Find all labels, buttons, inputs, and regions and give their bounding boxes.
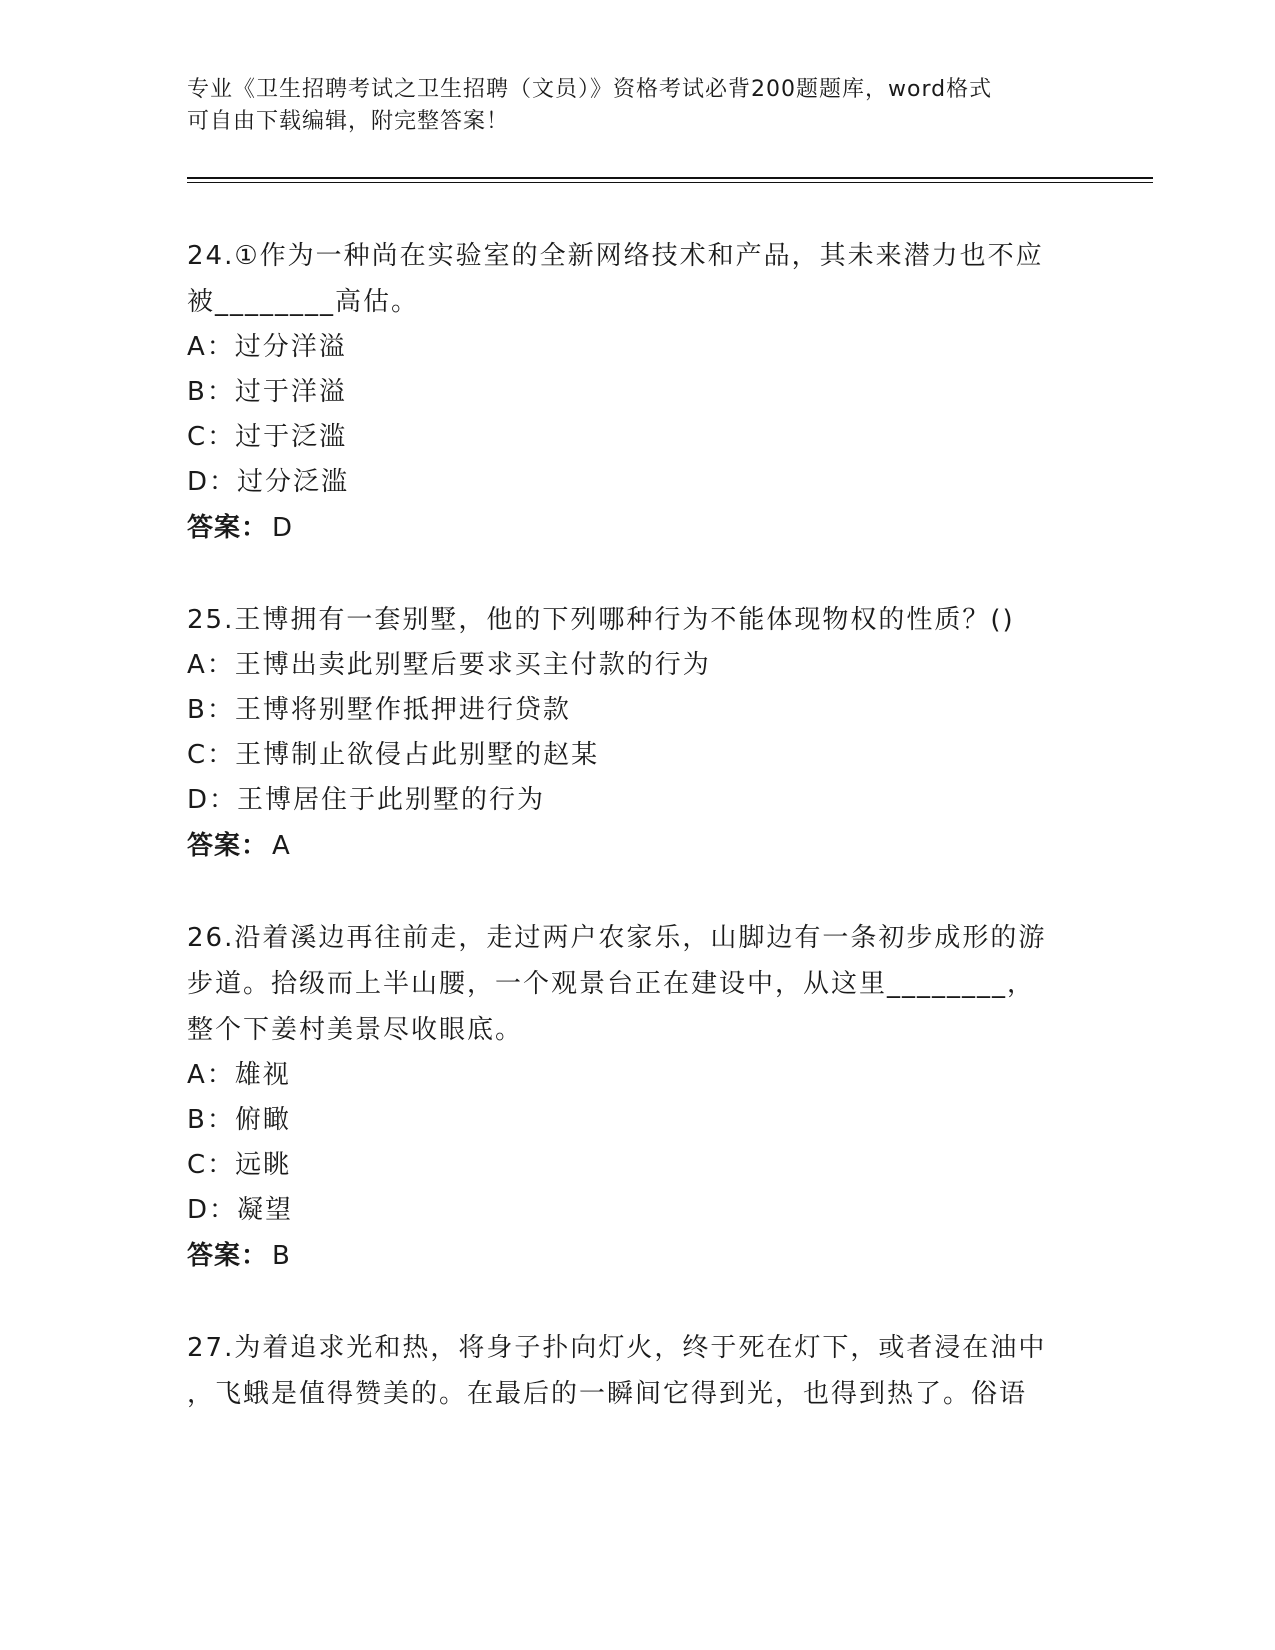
question-stem-line: 整个下姜村美景尽收眼底。: [187, 1015, 524, 1045]
question-stem-line: 25.王博拥有一套别墅，他的下列哪种行为不能体现物权的性质？(): [187, 605, 1015, 635]
header-line-2: 可自由下载编辑，附完整答案！: [187, 109, 510, 134]
question-27: [187, 1325, 1077, 1417]
option-b: B：俯瞰: [187, 1105, 291, 1135]
answer-label: 答案：: [187, 831, 269, 861]
option-d: D：凝望: [187, 1195, 294, 1225]
question-list: [187, 233, 1077, 1463]
question-24: [187, 233, 1077, 551]
option-a: A：过分洋溢: [187, 332, 347, 362]
answer-label: 答案：: [187, 1241, 269, 1271]
option-c: C：王博制止欲侵占此别墅的赵某: [187, 740, 600, 770]
question-stem-line: 步道。拾级而上半山腰，一个观景台正在建设中，从这里________，: [187, 969, 1036, 999]
option-c: C：过于泛滥: [187, 422, 348, 452]
answer-value: B: [272, 1241, 291, 1271]
answer-line: [187, 823, 1077, 869]
option-d: D：王博居住于此别墅的行为: [187, 785, 546, 815]
option-a: A：王博出卖此别墅后要求买主付款的行为: [187, 650, 711, 680]
question-stem-line: 被________高估。: [187, 287, 420, 317]
question-26: [187, 915, 1077, 1279]
question-stem-line: 27.为着追求光和热，将身子扑向灯火，终于死在灯下，或者浸在油中: [187, 1333, 1047, 1363]
question-25: [187, 597, 1077, 869]
answer-value: D: [272, 513, 294, 543]
answer-line: [187, 505, 1077, 551]
header-divider-thin: [187, 182, 1153, 183]
option-b: B：过于洋溢: [187, 377, 347, 407]
question-stem-line: 26.沿着溪边再往前走，走过两户农家乐，山脚边有一条初步成形的游: [187, 923, 1047, 953]
option-a: A：雄视: [187, 1060, 291, 1090]
option-b: B：王博将别墅作抵押进行贷款: [187, 695, 571, 725]
option-d: D：过分泛滥: [187, 467, 350, 497]
answer-label: 答案：: [187, 513, 269, 543]
answer-line: [187, 1233, 1077, 1279]
answer-value: A: [272, 831, 291, 861]
header-line-1: 专业《卫生招聘考试之卫生招聘（文员）》资格考试必背200题题库，word格式: [187, 77, 993, 102]
document-header: [187, 74, 1067, 138]
question-stem-line: 24.①作为一种尚在实验室的全新网络技术和产品，其未来潜力也不应: [187, 241, 1044, 271]
question-stem-line: ，飞蛾是值得赞美的。在最后的一瞬间它得到光，也得到热了。俗语: [187, 1379, 1028, 1409]
option-c: C：远眺: [187, 1150, 292, 1180]
header-divider-thick: [187, 177, 1153, 179]
